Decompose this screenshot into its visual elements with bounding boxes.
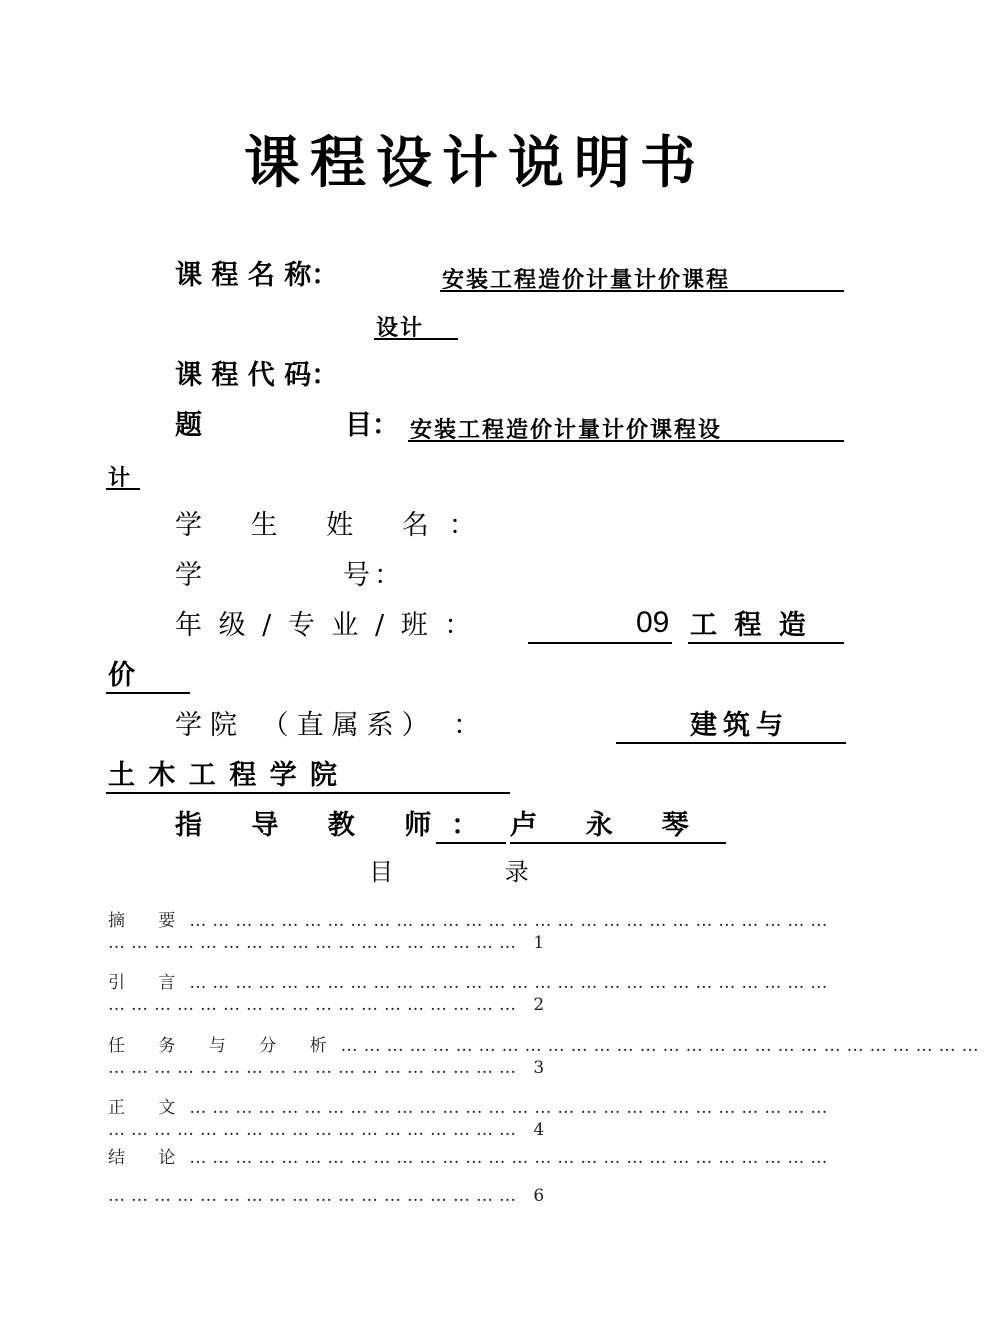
toc-entry-label: 引 言 [108,973,190,993]
college-underline-2 [106,792,510,794]
topic-label-2-row [345,408,399,447]
advisor-label: 指 导 教 师： [175,810,499,841]
course-code-row [175,358,338,397]
toc-entry-main-text[interactable]: 正 文………………………………………………………………………… ……………………………………………… 4 [108,1098,834,1140]
document-title: 课程设计说明书 [244,130,706,196]
toc-entry-conclusion[interactable]: 结 论………………………………………………………………………… ……………………………………………… 6 [108,1148,834,1206]
topic-value-line2 [108,460,132,498]
grade-number-row [636,605,669,645]
grade-value-text-2: 价 [108,660,135,691]
toc-entry-page: 3 [533,1058,551,1078]
toc-entry-page: 4 [533,1120,551,1140]
topic-label-1: 题 [175,410,202,441]
college-underline-1 [616,742,846,744]
course-name-label: 课 程 名 称： [175,260,339,291]
course-name-value-line2 [376,310,424,348]
toc-title: 目 录 [369,858,581,886]
grade-underline-1 [528,642,672,644]
toc-entry-abstract[interactable]: 摘 要………………………………………………………………………… ……………………………………………… 1 [108,911,834,953]
toc-entry-introduction[interactable]: 引 言………………………………………………………………………… ……………………………………………… 2 [108,973,834,1015]
topic-value-2: 计 [108,465,133,491]
topic-value-1: 安装工程造价计量计价课程设 [410,417,723,443]
student-id-label-1: 学 [175,560,236,591]
topic-label-2: 目： [345,410,399,441]
course-name-value-2: 设计 [376,315,425,341]
grade-row [175,608,475,647]
toc-entry-label: 摘 要 [108,911,190,931]
college-row [175,708,488,747]
toc-entry-page: 6 [533,1186,551,1206]
student-name-row [175,508,496,547]
college-value-2: 土 木 工 程 学 院 [108,760,339,791]
student-id-label-2-row [343,558,405,597]
student-id-label-2: 号： [343,560,405,591]
grade-label: 年 级 / 专 业 / 班 ： [175,610,476,641]
toc-entry-label: 结 论 [108,1148,190,1168]
advisor-underline-2 [510,842,726,844]
course-name-row [175,258,338,297]
toc-entry-page: 2 [533,995,551,1015]
student-id-label-1-row [175,558,236,597]
advisor-underline-1 [436,842,506,844]
grade-underline-2 [688,642,844,644]
grade-value-text-1: 工 程 造 [690,610,810,641]
course-name-underline-1 [440,290,844,292]
toc-entry-label: 任 务 与 分 析 [108,1036,341,1056]
topic-underline-2 [106,488,140,490]
course-name-value-line1 [442,262,730,300]
college-label: 学院 （直属系） ： [175,710,489,741]
toc-entry-label: 正 文 [108,1098,190,1118]
student-name-label: 学 生 姓 名： [175,510,496,541]
grade-underline-3 [106,692,190,694]
topic-value-line1 [410,412,722,450]
college-value-1: 建筑与 [690,710,789,741]
topic-underline-1 [408,440,844,442]
course-name-underline-2 [374,338,458,340]
course-code-label: 课 程 代 码： [175,360,339,391]
toc-entry-page: 1 [533,933,551,953]
course-name-value-1: 安装工程造价计量计价课程 [442,267,731,293]
topic-label-1-row [175,408,202,447]
advisor-value: 卢 永 琴 [510,810,699,841]
grade-value-number: 09 [636,606,670,639]
toc-entry-task-analysis[interactable]: 任 务 与 分 析………………………………………………………………………… ……………………………………………… 3 [108,1036,985,1078]
